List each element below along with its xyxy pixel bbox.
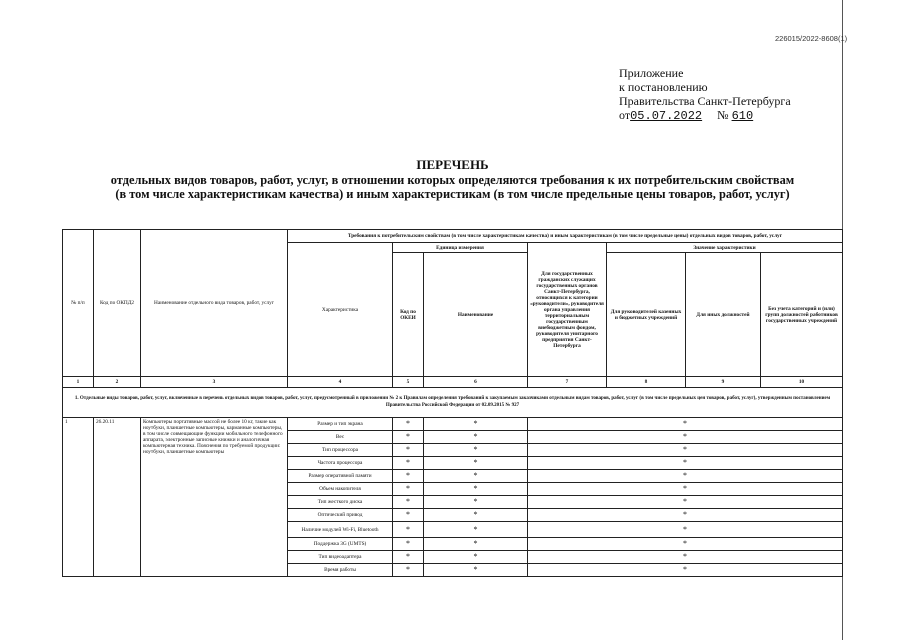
okei-marker: *	[393, 457, 424, 470]
unit-name-marker: *	[424, 470, 528, 483]
characteristic-name: Время работы	[288, 564, 393, 577]
decree-date: 05.07.2022	[630, 109, 703, 123]
characteristics-rows	[63, 418, 843, 577]
characteristic-name: Тип видеоадаптера	[288, 551, 393, 564]
characteristic-name: Вес	[288, 431, 393, 444]
unit-name-marker: *	[424, 483, 528, 496]
characteristic-name: Размер оперативной памяти	[288, 470, 393, 483]
row-product-name: Компьютеры портативные массой не более 10 кг, такие как ноутбуки, планшетные компьютеры, карманные компьютеры, в том числе совмещающие функции мобильного телефонного аппарата, электронные записные книжки и аналогичная компьютерная техника. Пояснения по требуемой продукции: ноутбуки, планшетные компьютеры	[141, 418, 288, 577]
decree-number: 610	[731, 109, 754, 123]
okei-marker: *	[393, 418, 424, 431]
date-prefix: от	[619, 108, 631, 122]
value-marker: *	[528, 431, 843, 444]
value-marker: *	[528, 444, 843, 457]
unit-name-marker: *	[424, 564, 528, 577]
okei-marker: *	[393, 444, 424, 457]
unit-name-marker: *	[424, 444, 528, 457]
header-values: Значение характеристики	[607, 243, 843, 253]
col-number: 10	[761, 377, 843, 388]
value-marker: *	[528, 457, 843, 470]
header-col-other: Для иных должностей	[686, 253, 761, 377]
unit-name-marker: *	[424, 457, 528, 470]
characteristic-name: Объем накопителя	[288, 483, 393, 496]
characteristic-name: Тип жесткого диска	[288, 496, 393, 509]
characteristic-name: Тип процессора	[288, 444, 393, 457]
okei-marker: *	[393, 470, 424, 483]
unit-name-marker: *	[424, 522, 528, 538]
unit-name-marker: *	[424, 509, 528, 522]
unit-name-marker: *	[424, 431, 528, 444]
value-marker: *	[528, 522, 843, 538]
document-number: 226015/2022-8608(1)	[775, 34, 848, 43]
title-line-2: отдельных видов товаров, работ, услуг, в отношении которых определяются требования к их потребительским свойствам	[110, 172, 795, 187]
unit-name-marker: *	[424, 496, 528, 509]
header-requirements: Требования к потребительским свойствам (в том числе характеристикам качества) и иным характеристикам (в том числе предельные цены) отдельных видов товаров, работ, услуг	[288, 230, 843, 243]
appendix-line-2: к постановлению	[619, 80, 708, 94]
header-name: Наименование отдельного вида товаров, работ, услуг	[141, 230, 288, 377]
header-okpd: Код по ОКПД2	[94, 230, 141, 377]
col-number: 6	[424, 377, 528, 388]
col-number: 7	[528, 377, 607, 388]
title-line-3: (в том числе характеристикам качества) и иным характеристикам (в том числе предельные цены товаров, работ, услуг)	[115, 187, 790, 201]
col-number: 9	[686, 377, 761, 388]
header-col-heads: Для руководителей казенных и бюджетных учреждений	[607, 253, 686, 377]
value-marker: *	[528, 470, 843, 483]
value-marker: *	[528, 496, 843, 509]
col-number: 2	[94, 377, 141, 388]
col-number: 8	[607, 377, 686, 388]
okei-marker: *	[393, 551, 424, 564]
characteristic-name: Размер и тип экрана	[288, 418, 393, 431]
header-unit: Единица измерения	[393, 243, 528, 253]
okei-marker: *	[393, 522, 424, 538]
value-marker: *	[528, 418, 843, 431]
unit-name-marker: *	[424, 418, 528, 431]
okei-marker: *	[393, 496, 424, 509]
characteristic-name: Частота процессора	[288, 457, 393, 470]
okei-marker: *	[393, 483, 424, 496]
value-marker: *	[528, 538, 843, 551]
row-number: 1	[63, 418, 94, 577]
col-number: 1	[63, 377, 94, 388]
appendix-block	[619, 66, 791, 123]
col-number: 3	[141, 377, 288, 388]
characteristic-name: Поддержка 3G (UMTS)	[288, 538, 393, 551]
table-row	[63, 418, 843, 431]
value-marker: *	[528, 564, 843, 577]
okei-marker: *	[393, 564, 424, 577]
unit-name-marker: *	[424, 551, 528, 564]
requirements-table	[62, 229, 843, 577]
appendix-line-1: Приложение	[619, 66, 684, 80]
value-marker: *	[528, 483, 843, 496]
value-marker: *	[528, 509, 843, 522]
header-num: № п/п	[63, 230, 94, 377]
characteristic-name: Наличие модулей Wi-Fi, Bluetooth	[288, 522, 393, 538]
okei-marker: *	[393, 538, 424, 551]
okei-marker: *	[393, 509, 424, 522]
characteristic-name: Оптический привод	[288, 509, 393, 522]
title-line-1: ПЕРЕЧЕНЬ	[416, 157, 489, 172]
number-prefix: №	[717, 108, 729, 122]
document-title	[0, 158, 905, 202]
header-col-gov: Для государственных гражданских служащих государственных органов Санкт-Петербурга, относящихся к категории «руководители», руководителя органа управления территориальным государственным внебюджетным фондом, руководителя унитарного предприятия Санкт-Петербурга	[528, 243, 607, 377]
appendix-date-line	[619, 108, 791, 123]
col-number: 5	[393, 377, 424, 388]
value-marker: *	[528, 551, 843, 564]
header-characteristic: Характеристика	[288, 243, 393, 377]
row-okpd-code: 26.20.11	[94, 418, 141, 577]
appendix-line-3: Правительства Санкт-Петербурга	[619, 94, 791, 108]
section-heading: 1. Отдельные виды товаров, работ, услуг, включенные в перечень отдельных видов товаров, работ, услуг, предусмотренный в приложении № 2 к Правилам определения требований к закупаемым заказчиками отдельным видам товаров, работ, услуг (в том числе предельных цен товаров, работ, услуг), утвержденным постановлением Правительства Российской Федерации от 02.09.2015 № 927	[63, 388, 843, 418]
okei-marker: *	[393, 431, 424, 444]
header-col-nocat: Без учета категорий и (или) групп должностей работников государственных учреждений	[761, 253, 843, 377]
unit-name-marker: *	[424, 538, 528, 551]
header-okei: Код по ОКЕИ	[393, 253, 424, 377]
header-unit-name: Наименование	[424, 253, 528, 377]
col-number: 4	[288, 377, 393, 388]
